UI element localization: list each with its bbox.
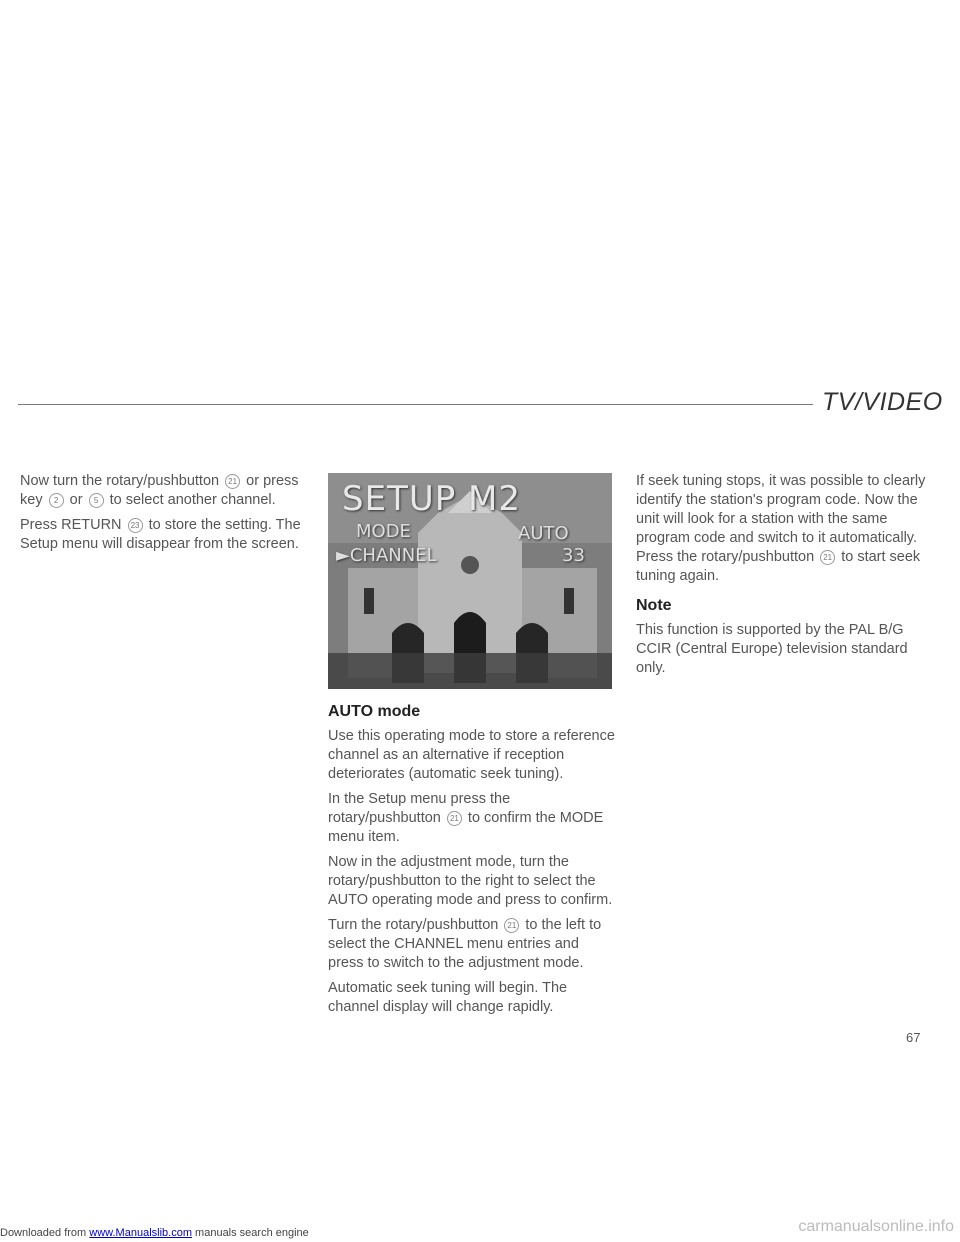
text-span: to start seek tuning again. [636, 549, 921, 584]
auto-mode-heading: AUTO mode [328, 703, 421, 720]
header-rule [18, 404, 813, 405]
osd-channel-value: 33 [562, 545, 585, 566]
watermark-text: carmanualsonline.info [798, 1218, 954, 1235]
middle-column [328, 702, 615, 1023]
left-column [20, 472, 310, 560]
footer-prefix: Downloaded from [0, 1227, 87, 1239]
text-span: to select another channel. [109, 492, 276, 508]
text-span: or press key [20, 473, 299, 508]
right-paragraph-1 [636, 472, 926, 586]
text-span: or [69, 492, 83, 508]
left-paragraph-1 [20, 472, 310, 510]
note-heading: Note [636, 597, 672, 614]
text-span: to store the setting. The Setup menu will disappear from the screen. [20, 517, 301, 552]
key-number-badge: 23 [128, 518, 143, 533]
text-span: Press RETURN [20, 517, 122, 533]
footer-download-note [0, 1224, 309, 1242]
note-text: This function is supported by the PAL B/G CCIR (Central Europe) television standard only. [636, 622, 908, 676]
text-span: Turn the rotary/pushbutton [328, 917, 499, 933]
mid-paragraph-3: Now in the adjustment mode, turn the rotary/pushbutton to the right to select the AUTO operating mode and press to confirm. [328, 854, 613, 908]
footer [0, 1218, 960, 1242]
text-span: If seek tuning stops, it was possible to clearly identify the station's program code. Now the unit will look for a station with the same program code and switch to it automatically. Press the rotary/pushbutton [636, 473, 926, 565]
page-number: 67 [906, 1030, 921, 1045]
text-span: Now turn the rotary/pushbutton [20, 473, 220, 489]
key-number-badge: 21 [504, 918, 519, 933]
key-number-badge: 21 [820, 550, 835, 565]
osd-mode-value: AUTO [518, 523, 569, 544]
key-number-badge: 21 [225, 474, 240, 489]
key-number-badge: 21 [447, 811, 462, 826]
mid-paragraph-2 [328, 790, 615, 847]
right-column [636, 472, 926, 684]
key-number-badge: 2 [49, 493, 64, 508]
mid-paragraph-1: Use this operating mode to store a reference channel as an alternative if reception deteriorates (automatic seek tuning). [328, 728, 615, 782]
text-span: In the Setup menu press the rotary/pushbutton [328, 791, 511, 826]
osd-mode-label: MODE [356, 521, 411, 542]
text-span: to the left to select the CHANNEL menu entries and press to switch to the adjustment mode. [328, 917, 602, 971]
mid-paragraph-5: Automatic seek tuning will begin. The channel display will change rapidly. [328, 980, 568, 1015]
setup-screen-photo [328, 473, 612, 689]
section-title: TV/VIDEO [822, 388, 943, 416]
key-number-badge: 5 [89, 493, 104, 508]
left-paragraph-2 [20, 516, 310, 554]
mid-paragraph-4 [328, 916, 615, 973]
osd-title: SETUP M2 [342, 479, 521, 519]
osd-channel-label: ►CHANNEL [336, 545, 437, 566]
manualslib-link[interactable]: www.Manualslib.com [89, 1227, 192, 1239]
text-span: to confirm the MODE menu item. [328, 810, 604, 845]
footer-suffix: manuals search engine [195, 1227, 309, 1239]
